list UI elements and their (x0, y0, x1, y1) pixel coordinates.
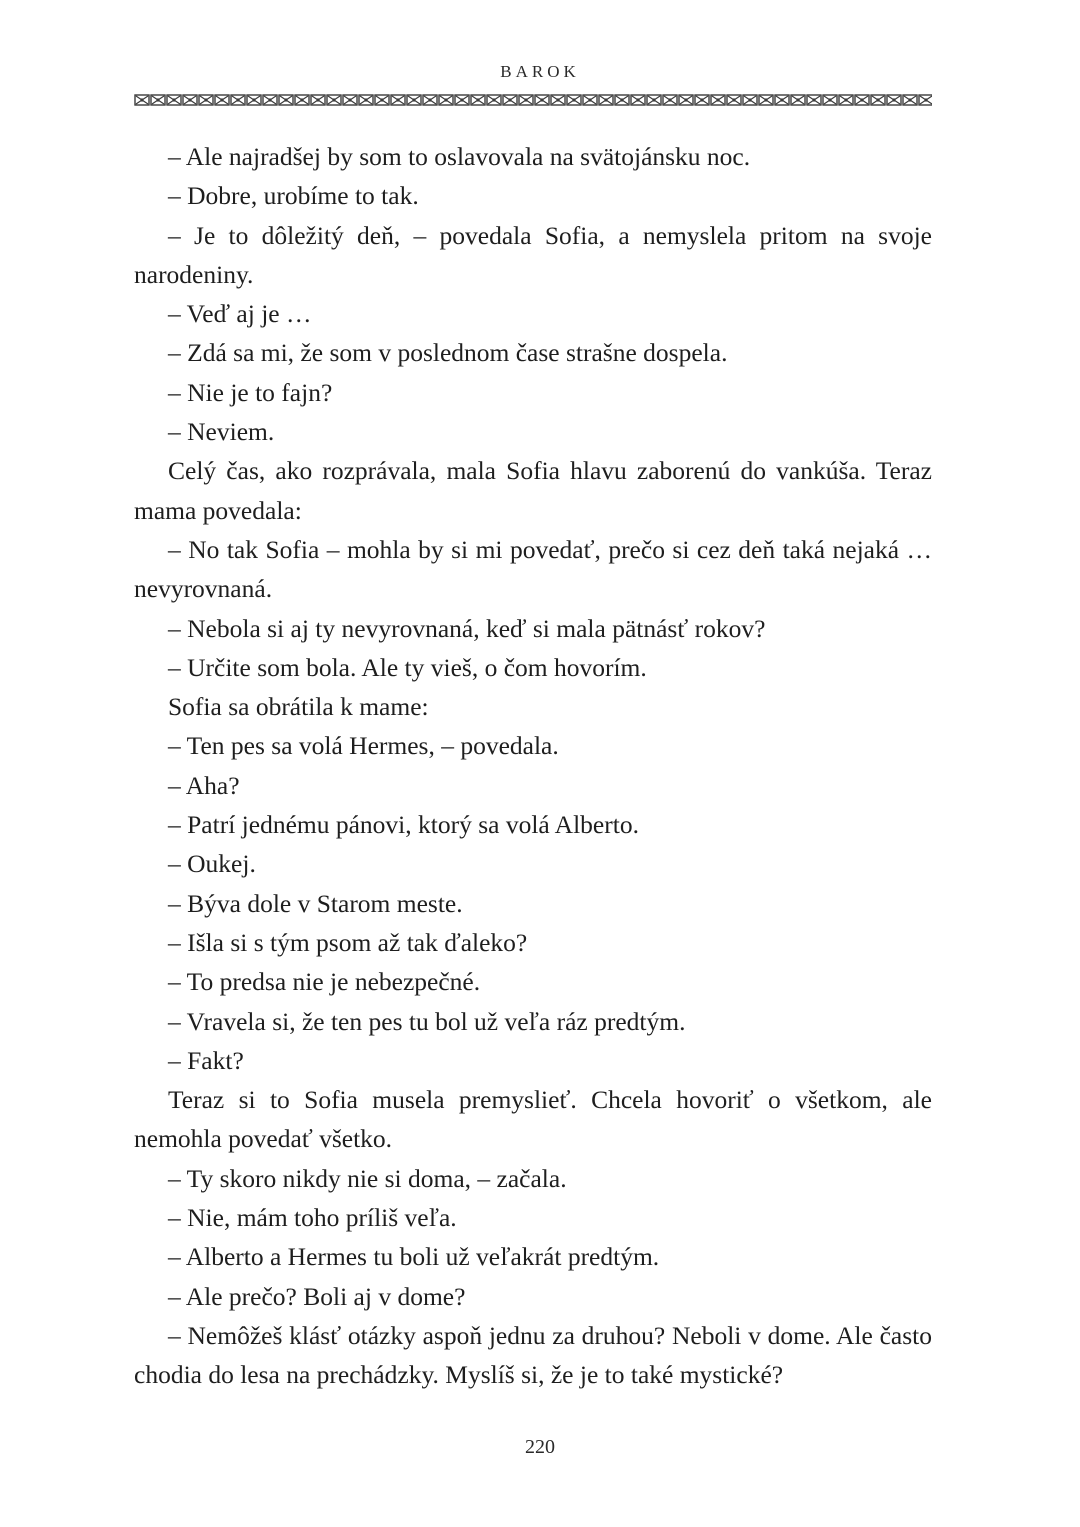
paragraph: – Nie, mám toho príliš veľa. (168, 1203, 457, 1233)
paragraph: – Zdá sa mi, že som v poslednom čase strašne dospela. (168, 338, 728, 368)
paragraph: – Veď aj je … (168, 299, 312, 329)
paragraph: – To predsa nie je nebezpečné. (168, 967, 481, 997)
paragraph: – Ale najradšej by som to oslavovala na svätojánsku noc. (168, 142, 751, 171)
paragraph: – Patrí jednému pánovi, ktorý sa volá Alberto. (168, 810, 639, 840)
paragraph: – Ten pes sa volá Hermes, – povedala. (168, 731, 559, 761)
running-head: BAROK (500, 62, 580, 81)
paragraph: – Fakt? (168, 1045, 244, 1075)
paragraph: – Neviem. (168, 417, 275, 447)
paragraph: – Nemôžeš klásť otázky aspoň jednu za druhou? Neboli v dome. Ale často chodia do lesa na prechádzky. Myslíš si, že je to také mystické? (134, 1320, 932, 1390)
body-text (134, 137, 932, 1395)
paragraph: – Určite som bola. Ale ty vieš, o čom hovorím. (168, 652, 647, 682)
paragraph: Sofia sa obrátila k mame: (168, 692, 429, 722)
paragraph: – Oukej. (168, 849, 256, 879)
paragraph: – Je to dôležitý deň, – povedala Sofia, a nemyslela pritom na svoje narodeniny. (134, 220, 932, 289)
paragraph: – Dobre, urobíme to tak. (168, 181, 419, 211)
paragraph: Teraz si to Sofia musela premyslieť. Chcela hovoriť o všetkom, ale nemohla povedať všetko. (134, 1085, 932, 1154)
paragraph: – Nebola si aj ty nevyrovnaná, keď si mala pätnásť rokov? (168, 613, 766, 643)
paragraph: – Ale prečo? Boli aj v dome? (168, 1281, 466, 1311)
paragraph: – Aha? (168, 770, 240, 800)
paragraph: – Ty skoro nikdy nie si doma, – začala. (168, 1163, 567, 1193)
paragraph: – Býva dole v Starom meste. (168, 888, 463, 918)
paragraph: – Alberto a Hermes tu boli už veľakrát predtým. (168, 1242, 660, 1272)
paragraph: – Nie je to fajn? (168, 377, 333, 407)
paragraph: – Išla si s tým psom až tak ďaleko? (168, 927, 528, 957)
page-number: 220 (525, 1436, 555, 1458)
paragraph: – No tak Sofia – mohla by si mi povedať, prečo si cez deň taká nejaká … nevyrovnaná. (134, 534, 932, 604)
ornamental-border (134, 93, 932, 107)
paragraph: Celý čas, ako rozprávala, mala Sofia hlavu zaborenú do vankúša. Teraz mama povedala: (134, 456, 932, 525)
paragraph: – Vravela si, že ten pes tu bol už veľa ráz predtým. (168, 1006, 686, 1036)
